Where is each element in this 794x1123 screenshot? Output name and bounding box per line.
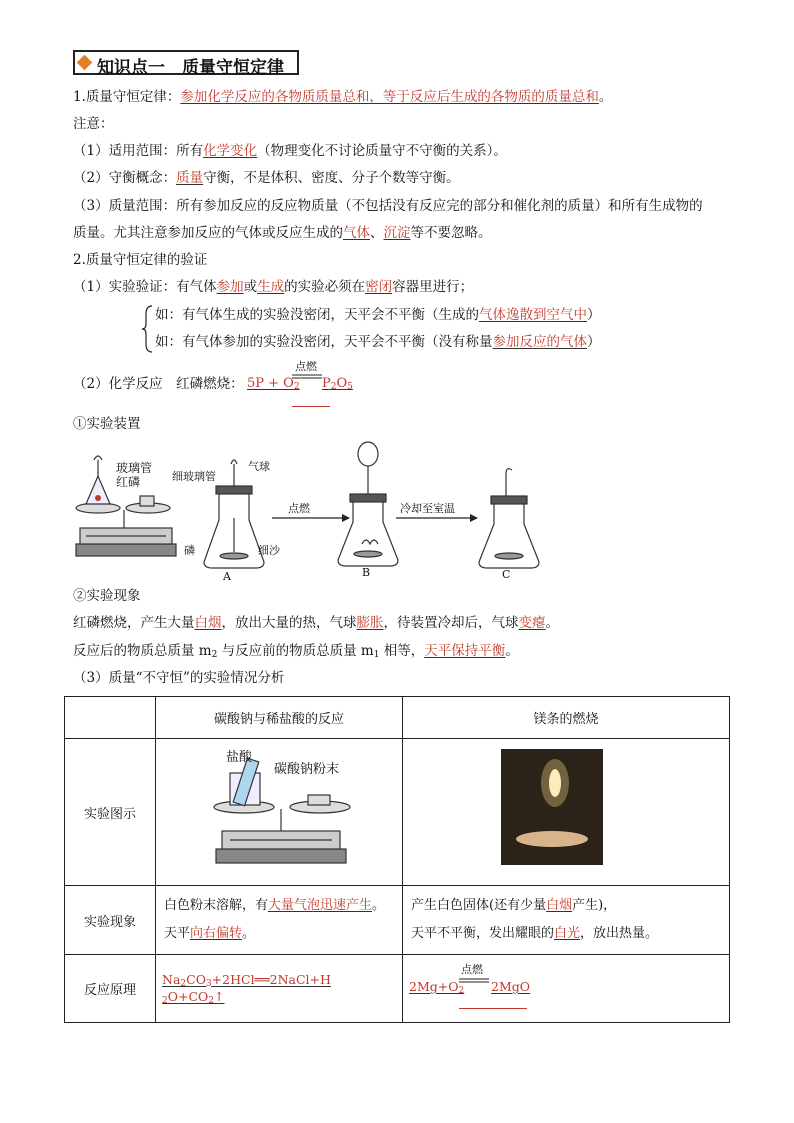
flask-c xyxy=(479,469,539,568)
reaction-lhs: $5P + O_2$ xyxy=(247,376,300,392)
equation-sodium-carbonate: $Na_2CO_3+2HCl══2NaCl+H$ $_2O+CO_2↑$ xyxy=(156,955,403,1023)
answer-underline xyxy=(459,1008,527,1009)
label-a: A xyxy=(223,570,231,583)
eq-mg-rhs: 2MgO xyxy=(491,979,531,994)
analysis-title: （3）质量“不守恒”的实验情况分析 xyxy=(73,670,285,686)
figure-magnesium xyxy=(403,739,730,886)
diamond-icon xyxy=(77,55,93,71)
phenomenon-sodium-carbonate: 白色粉末溶解，有大量气泡迅速产生。 天平向右偏转。 xyxy=(156,886,403,955)
powder-label: 碳酸钠粉末 xyxy=(274,762,340,777)
note-label: 注意： xyxy=(73,116,114,132)
section-title: 知识点一 质量守恒定律 xyxy=(97,58,284,78)
phenomenon-magnesium: 产生白色固体(还有少量白烟产生)， 天平不平衡，发出耀眼的白光，放出热量。 xyxy=(403,886,730,955)
balance-with-beaker-figure xyxy=(156,739,402,885)
reaction-rhs: $P_2O_5$ xyxy=(322,376,353,392)
row-label-figure: 实验图示 xyxy=(65,739,156,886)
acid-label: 盐酸 xyxy=(226,750,253,765)
eq-mg-lhs: $2Mg+O_2$ xyxy=(409,979,465,996)
sand-label: 细沙 xyxy=(258,544,280,557)
red-phosphorus-label: 红磷 xyxy=(116,475,141,489)
phenomenon-line-2: 反应后的物质总质量 $m_2$ 与反应前的物质总质量 $m_1$ 相等，天平保持平衡。 xyxy=(73,643,519,660)
analysis-table xyxy=(64,696,730,1023)
verify-line: （1）实验验证：有气体参加或生成的实验必须在密闭容器里进行； xyxy=(73,279,474,295)
label-c: C xyxy=(502,568,511,581)
table-corner-cell xyxy=(65,697,156,739)
scope-line: （1）适用范围：所有化学变化（物理变化不讨论质量守不守衡的关系）。 xyxy=(73,143,507,159)
verification-title: 2.质量守恒定律的验证 xyxy=(73,252,208,268)
concept-line: （2）守衡概念：质量守衡，不是体积、密度、分子个数等守衡。 xyxy=(73,170,460,186)
flask-b xyxy=(338,442,398,566)
reaction-condition: 点燃 xyxy=(295,360,317,373)
section-title-box xyxy=(73,50,299,78)
thin-tube-label: 细玻璃管 xyxy=(172,470,216,483)
glass-tube-label: 玻璃管 xyxy=(116,461,153,475)
ignite-label: 点燃 xyxy=(288,502,310,515)
phenomenon-line-1: 红磷燃烧，产生大量白烟，放出大量的热，气球膨胀，待装置冷却后，气球变瘪。 xyxy=(73,615,559,631)
row-label-phenomenon: 实验现象 xyxy=(65,886,156,955)
figure-sodium-carbonate xyxy=(156,739,403,886)
apparatus-title: ①实验装置 xyxy=(73,416,141,432)
label-b: B xyxy=(362,566,371,579)
equals-sign-icon xyxy=(459,978,489,984)
arrow-head-icon xyxy=(470,514,478,522)
equals-sign-icon xyxy=(292,374,322,380)
magnesium-burning-photo xyxy=(403,739,729,885)
answer-underline xyxy=(292,406,330,407)
reaction-label: （2）化学反应 红磷燃烧： xyxy=(73,376,244,392)
equation-magnesium xyxy=(403,955,730,1023)
phosphorus-label: 磷 xyxy=(184,544,195,557)
apparatus-figure xyxy=(66,440,626,586)
range-line-1: （3）质量范围：所有参加反应的反应物质量（不包括没有反应完的部分和催化剂的质量）和所有生成物的 xyxy=(73,198,703,214)
example-gas-generated: 如：有气体生成的实验没密闭，天平会不平衡（生成的气体逸散到空气中） xyxy=(155,307,601,323)
row-label-principle: 反应原理 xyxy=(65,955,156,1023)
example-gas-consumed: 如：有气体参加的实验没密闭，天平会不平衡（没有称量参加反应的气体） xyxy=(155,334,601,350)
brace-icon xyxy=(140,304,154,354)
law-definition: 1.质量守恒定律：参加化学反应的各物质质量总和，等于反应后生成的各物质的质量总和。 xyxy=(73,89,613,105)
range-line-2: 质量。尤其注意参加反应的气体或反应生成的气体、沉淀等不要忽略。 xyxy=(73,225,492,241)
phenomenon-title: ②实验现象 xyxy=(73,588,141,604)
table-header-magnesium: 镁条的燃烧 xyxy=(403,697,730,739)
table-header-sodium-carbonate: 碳酸钠与稀盐酸的反应 xyxy=(156,697,403,739)
cool-label: 冷却至室温 xyxy=(400,502,455,515)
arrow-head-icon xyxy=(342,514,350,522)
balloon-label: 气球 xyxy=(248,460,270,473)
eq-mg-condition: 点燃 xyxy=(461,963,483,976)
